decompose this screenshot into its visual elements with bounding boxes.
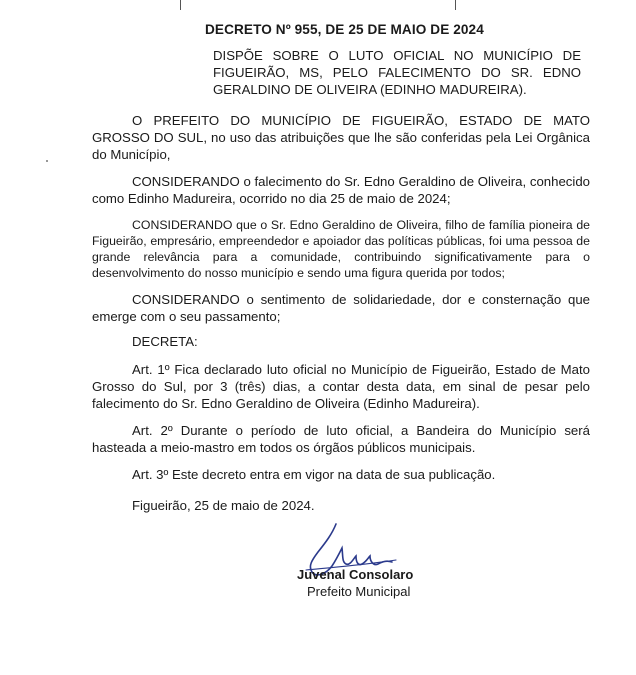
considerando-2: CONSIDERANDO que o Sr. Edno Geraldino de Oliveira, filho de família pioneira de Figueirão, empresário, empreendedor e apoiador das políticas públicas, foi uma pessoa de grande relevância para a comunidade, contribuindo significativamente para o desenvolvimento do nosso município e sendo uma figura querida por todos; [92, 218, 590, 280]
considerando-1: CONSIDERANDO o falecimento do Sr. Edno Geraldino de Oliveira, conhecido como Edinho Madureira, ocorrido no dia 25 de maio de 2024; [92, 174, 590, 206]
place-date: Figueirão, 25 de maio de 2024. [132, 498, 315, 513]
header-rule-left [180, 0, 181, 10]
scan-speck [46, 160, 48, 162]
considerando-3: CONSIDERANDO o sentimento de solidariedade, dor e consternação que emerge com o seu passamento; [92, 292, 590, 324]
preamble: O PREFEITO DO MUNICÍPIO DE FIGUEIRÃO, ESTADO DE MATO GROSSO DO SUL, no uso das atribuições que lhe são conferidas pela Lei Orgânica do Município, [92, 113, 590, 162]
article-1: Art. 1º Fica declarado luto oficial no Município de Figueirão, Estado de Mato Grosso do Sul, por 3 (três) dias, a contar desta data, em sinal de pesar pelo falecimento do Sr. Edno Geraldino de Oliveira (Edinho Madureira). [92, 362, 590, 411]
signatory-name: Juvenal Consolaro [297, 567, 414, 582]
header-rule-right [455, 0, 456, 10]
signatory-role: Prefeito Municipal [307, 584, 411, 599]
decree-title: DECRETO Nº 955, DE 25 DE MAIO DE 2024 [205, 22, 484, 37]
decree-ementa: DISPÕE SOBRE O LUTO OFICIAL NO MUNICÍPIO DE FIGUEIRÃO, MS, PELO FALECIMENTO DO SR. EDNO GERALDINO DE OLIVEIRA (EDINHO MADUREIRA). [213, 48, 581, 97]
article-3: Art. 3º Este decreto entra em vigor na data de sua publicação. [132, 467, 496, 482]
article-2: Art. 2º Durante o período de luto oficial, a Bandeira do Município será hasteada a meio-mastro em todos os órgãos públicos municipais. [92, 423, 590, 455]
decreta-heading: DECRETA: [132, 334, 198, 349]
